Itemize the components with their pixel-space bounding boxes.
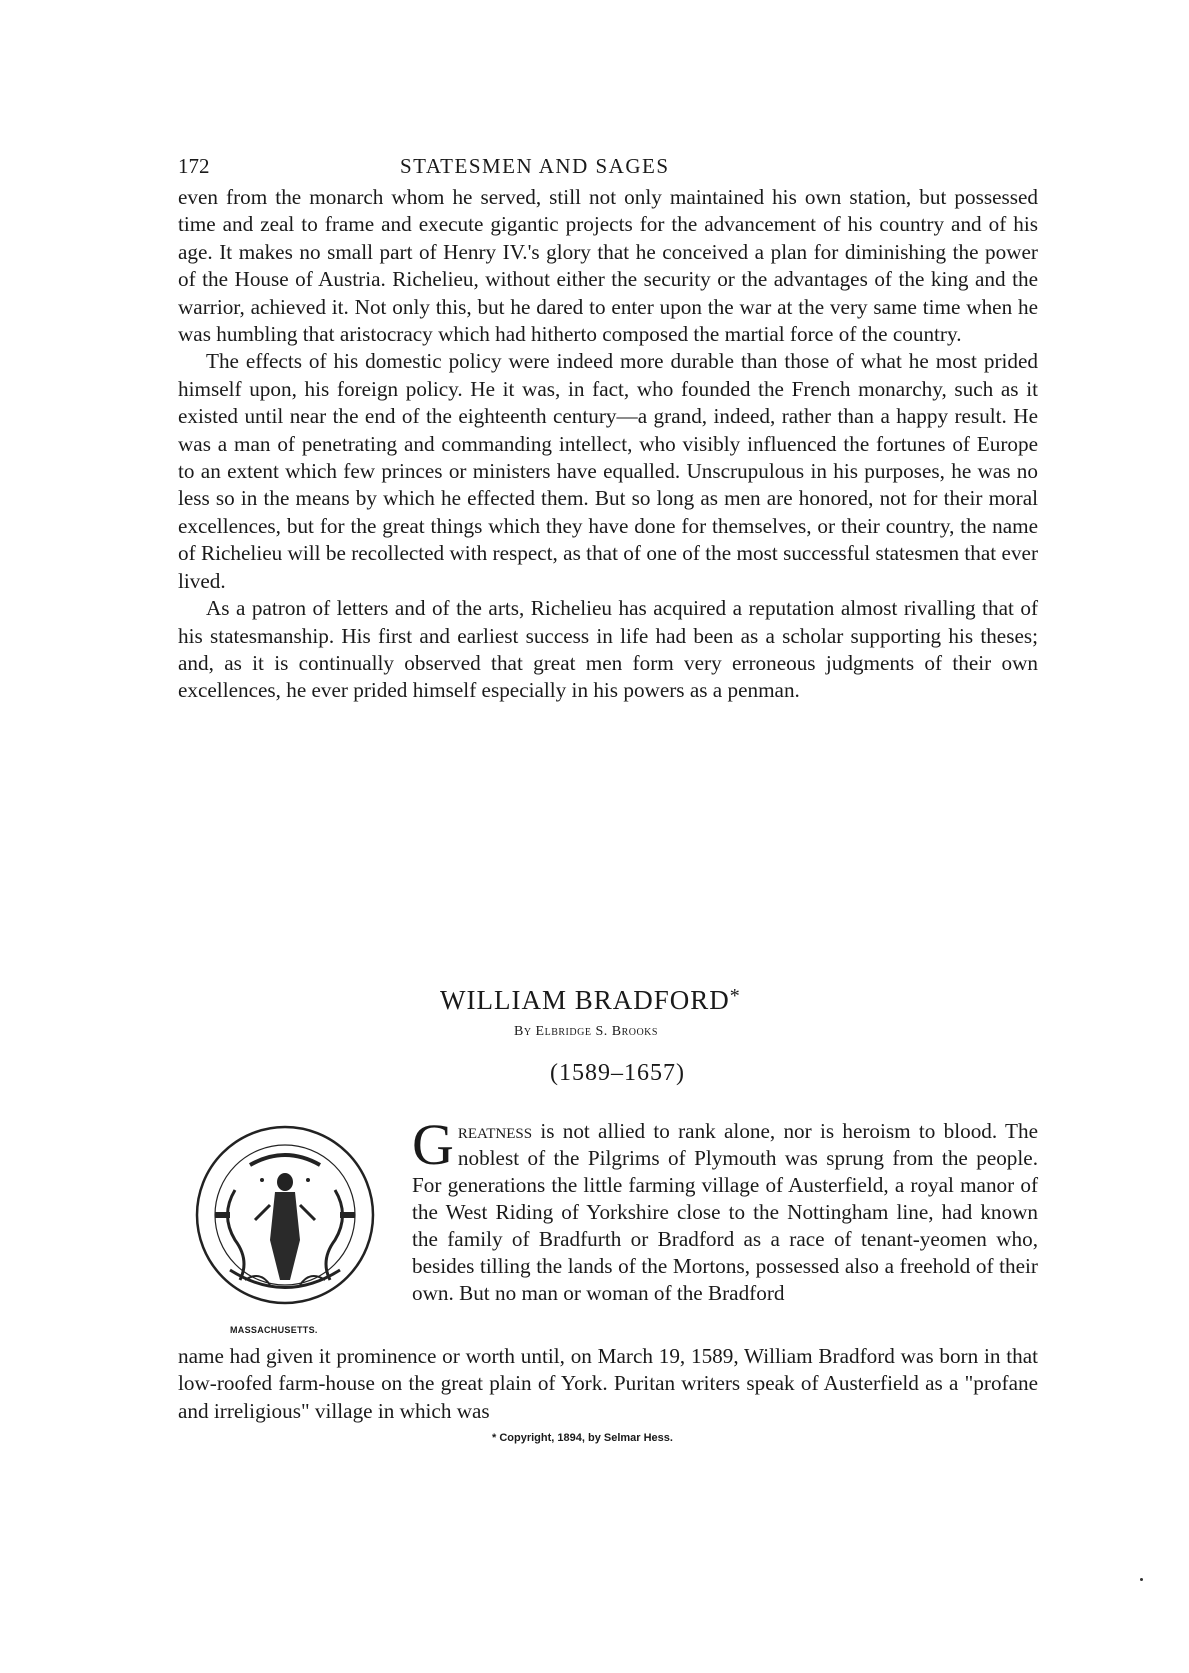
footnote-marker: * [729, 985, 741, 1007]
richelieu-text-block [178, 184, 1038, 705]
paragraph: even from the monarch whom he served, still not only maintained his own station, but possessed time and zeal to frame and execute gigantic projects for the advancement of his country and of his age. It makes no small part of Henry IV.'s glory that he conceived a plan for diminishing the power of the House of Austria. Richelieu, without either the security or the advantages of the king and the warrior, achieved it. Not only this, but he dared to enter upon the war at the very same time when he was humbling that aristocracy which had hitherto composed the martial force of the country. [178, 185, 1038, 347]
opening-word: reatness [457, 1119, 533, 1143]
opening-text: is not allied to rank alone, nor is heroism to blood. The noblest of the Pilgrims of Plymouth was sprung from the people. For generations the little farming village of Austerfield, a royal manor of the West Riding of Yorkshire close to the Nottingham line, had known the family of Bradfurth or Bradford as a race of tenant-yeomen who, besides tilling the lands of the Mortons, possessed also a freehold of their own. But no man or woman of the Bradford [412, 1119, 1038, 1305]
page-speck [1140, 1578, 1143, 1581]
opening-paragraph [412, 1112, 1038, 1307]
running-head: STATESMEN AND SAGES [400, 154, 670, 178]
paragraph: The effects of his domestic policy were indeed more durable than those of what he most prided himself upon, his foreign policy. He it was, in fact, who founded the French monarchy, such as it existed until near the end of the eighteenth century—a grand, indeed, rather than a happy result. He was a man of penetrating and commanding intellect, who visibly influenced the fortunes of Europe to an extent which few princes or ministers have equalled. Unscrupulous in his purposes, he was no less so in the means by which he effected them. But so long as men are honored, not for their moral excellences, but for the great things which they have done for themselves, or their country, the name of Richelieu will be recollected with respect, as that of one of the most successful statesmen that ever lived. [178, 349, 1038, 593]
bradford-opening-text [412, 1112, 1038, 1307]
paragraph: As a patron of letters and of the arts, Richelieu has acquired a reputation almost rivalling that of his statesmanship. His first and earliest success in life had been as a scholar supporting his theses; and, as it is continually observed that great men form very erroneous judgments of their own excellences, he ever prided himself especially in his powers as a penman. [178, 596, 1038, 703]
copyright-footnote: * Copyright, 1894, by Selmar Hess. [492, 1432, 673, 1444]
bradford-continued-text [178, 1343, 1038, 1425]
drop-cap: G [412, 1112, 454, 1177]
seal-caption: MASSACHUSETTS. [230, 1325, 318, 1335]
article-title [440, 985, 741, 1016]
page-number: 172 [178, 154, 210, 178]
paragraph: name had given it prominence or worth until, on March 19, 1589, William Bradford was born in that low-roofed farm-house on the great plain of York. Puritan writers speak of Austerfield as a "profane and irreligious" village in which was [178, 1344, 1038, 1423]
article-title-text: WILLIAM BRADFORD [440, 985, 730, 1015]
life-dates: (1589–1657) [550, 1060, 685, 1086]
byline: By Elbridge S. Brooks [514, 1024, 658, 1039]
massachusetts-seal-image [190, 1120, 380, 1320]
